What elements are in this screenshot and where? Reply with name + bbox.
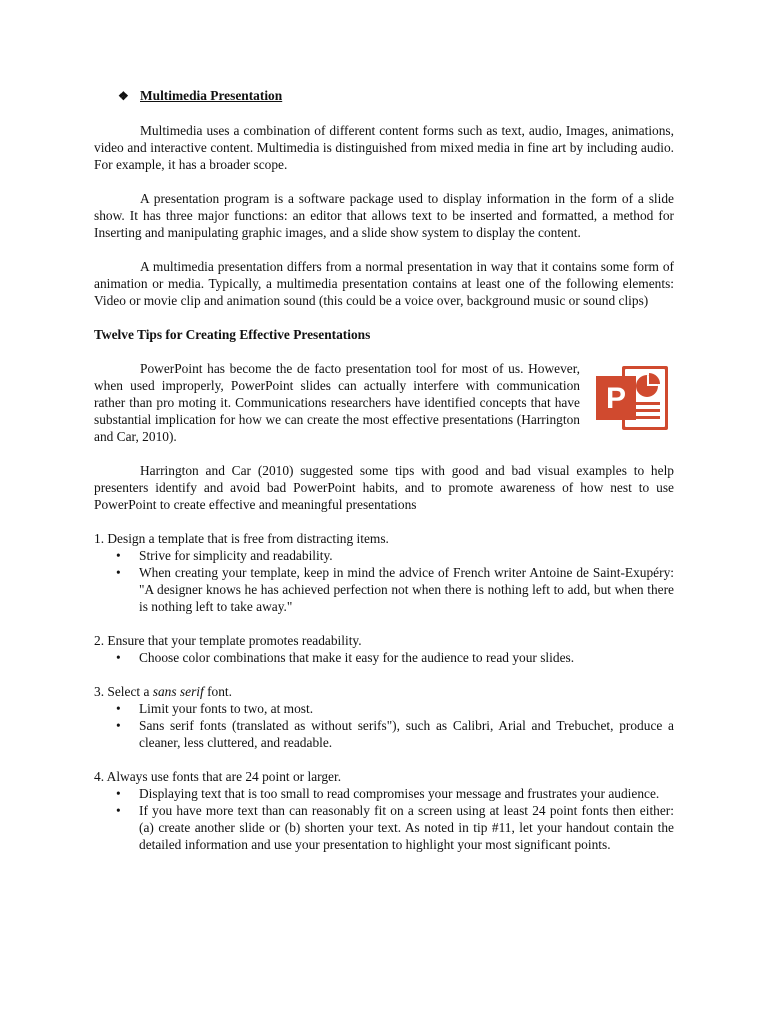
paragraph-multimedia-presentation: A multimedia presentation differs from a normal presentation in way that it contains some form of animation or media. Typically, a multimedia presentation contains at least one of the following elements: Video or movie clip and animation sound (this could be a voice over, background music or sound clips) bbox=[94, 259, 674, 308]
powerpoint-logo-letter: P bbox=[605, 382, 627, 415]
bullet-icon: • bbox=[116, 786, 121, 801]
list-item bbox=[94, 802, 674, 853]
list-item-text: Sans serif fonts (translated as without serifs"), such as Calibri, Arial and Trebuchet, produce a cleaner, less cluttered, and readable. bbox=[139, 718, 674, 750]
list-item-text: Displaying text that is too small to read compromises your message and frustrates your audience. bbox=[139, 786, 660, 801]
tip-3 bbox=[94, 683, 674, 751]
tip-1 bbox=[94, 530, 674, 615]
tip-4-title: 4. Always use fonts that are 24 point or larger. bbox=[94, 769, 342, 784]
list-item bbox=[94, 700, 674, 717]
list-item-text: When creating your template, keep in mind the advice of French writer Antoine de Saint-Exupéry: "A designer knows he has achieved perfection not when there is nothing left to add, but when there is nothing left to take away." bbox=[139, 565, 674, 614]
list-item bbox=[94, 717, 674, 751]
powerpoint-intro-section bbox=[94, 360, 674, 445]
tip-3-bullets bbox=[94, 700, 674, 751]
tip-4-bullets bbox=[94, 785, 674, 853]
tip-2 bbox=[94, 632, 674, 666]
bullet-icon: • bbox=[116, 701, 121, 716]
list-item-text: If you have more text than can reasonably fit on a screen using at least 24 point fonts then either: (a) create another slide or (b) shorten your text. As noted in tip #11, let your handout contain the detailed information and use your presentation to highlight your most significant points. bbox=[139, 803, 674, 852]
tip-1-bullets bbox=[94, 547, 674, 615]
bullet-icon: • bbox=[116, 565, 121, 580]
tip-2-title: 2. Ensure that your template promotes readability. bbox=[94, 633, 362, 648]
bullet-icon: • bbox=[116, 650, 121, 665]
list-item bbox=[94, 785, 674, 802]
tip-3-title-emphasis: sans serif bbox=[152, 684, 204, 699]
diamond-bullet-icon: ❖ bbox=[118, 89, 129, 103]
list-item bbox=[94, 564, 674, 615]
tip-3-title-suffix: font. bbox=[203, 684, 232, 699]
bullet-icon: • bbox=[116, 718, 121, 733]
tip-4 bbox=[94, 768, 674, 853]
section-heading-multimedia bbox=[118, 87, 674, 105]
list-item bbox=[94, 649, 674, 666]
tip-1-title: 1. Design a template that is free from distracting items. bbox=[94, 531, 389, 546]
powerpoint-logo-icon bbox=[594, 362, 672, 434]
tip-3-title-prefix: 3. Select a bbox=[94, 684, 153, 699]
list-item bbox=[94, 547, 674, 564]
section-heading-twelve-tips: Twelve Tips for Creating Effective Presentations bbox=[94, 327, 371, 342]
paragraph-powerpoint-intro: PowerPoint has become the de facto presentation tool for most of us. However, when used improperly, PowerPoint slides can actually interfere with communication rather than pro moting it. Communications researchers have identified concepts that have substantial implication for how we can create the most effective presentations (Harrington and Car, 2010). bbox=[94, 361, 580, 444]
list-item-text: Limit your fonts to two, at most. bbox=[139, 701, 314, 716]
bullet-icon: • bbox=[116, 548, 121, 563]
paragraph-presentation-program: A presentation program is a software package used to display information in the form of a slide show. It has three major functions: an editor that allows text to be inserted and formatted, a method for Inserting and manipulating graphic images, and a slide show system to display the content. bbox=[94, 191, 674, 240]
bullet-icon: • bbox=[116, 803, 121, 818]
list-item-text: Choose color combinations that make it easy for the audience to read your slides. bbox=[139, 650, 575, 665]
paragraph-multimedia-definition: Multimedia uses a combination of different content forms such as text, audio, Images, animations, video and interactive content. Multimedia is distinguished from mixed media in fine art by including audio. For example, it has a broader scope. bbox=[94, 123, 674, 172]
tip-3-title bbox=[94, 683, 674, 700]
section-heading-text: Multimedia Presentation bbox=[140, 88, 283, 103]
list-item-text: Strive for simplicity and readability. bbox=[139, 548, 333, 563]
tip-2-bullets bbox=[94, 649, 674, 666]
paragraph-harrington-car: Harrington and Car (2010) suggested some tips with good and bad visual examples to help presenters identify and avoid bad PowerPoint habits, and to promote awareness of how nest to use PowerPoint to create effective and meaningful presentations bbox=[94, 463, 674, 512]
